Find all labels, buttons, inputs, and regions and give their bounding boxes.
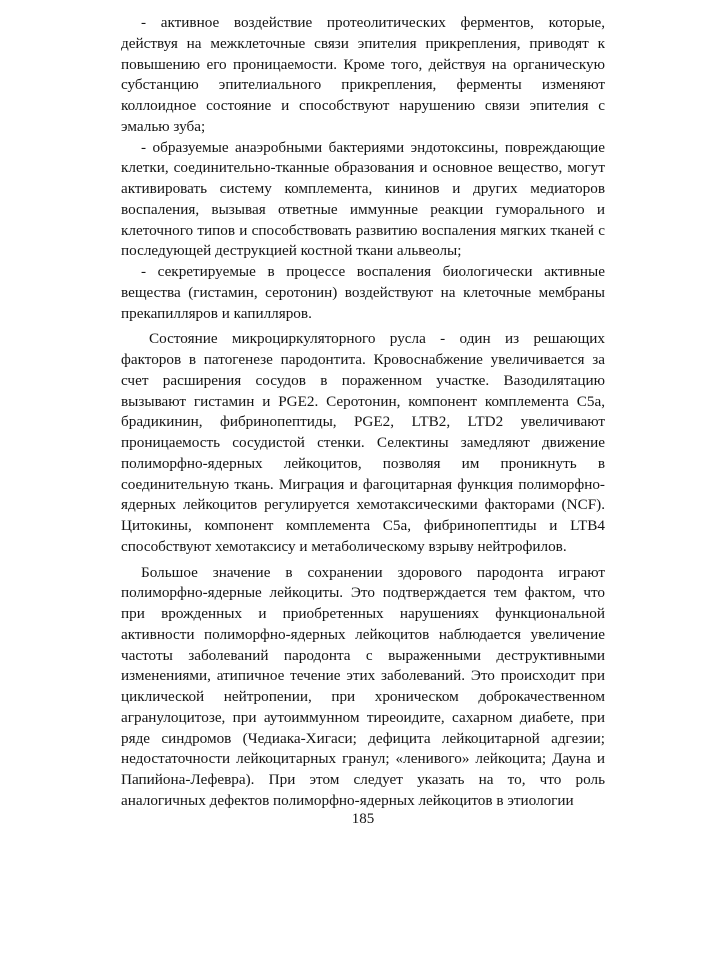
page-number: 185	[351, 811, 375, 827]
list-item-proteolytic-enzymes: - активное воздействие протеолитических ферментов, которые, действуя на межклеточные связи эпителия прикрепления, приводят к повышению его проницаемости. Кроме того, действуя на органическую субстанцию эпителиального прикрепления, ферменты изменяют коллоидное состояние и способствуют нарушению связи эпителия с эмалью зуба;	[121, 14, 605, 135]
paragraph-leukocytes: Большое значение в сохранении здорового пародонта играют полиморфно-ядерные лейкоциты. Это подтверждается тем фактом, что при врожденных и приобретенных нарушениях функциональной активности полиморфно-ядерных лейкоцитов наблюдается увеличение частоты заболеваний пародонта с выраженными деструктивными изменениями, атипичное течение этих заболеваний. Это происходит при циклической нейтропении, при хроническом доброкачественном агранулоцитозе, при аутоиммунном тиреоидите, сахарном диабете, при ряде синдромов (Чедиака-Хигаси; дефицита лейкоцитарной адгезии; недостаточности лейкоцитарных гранул; «ленивого» лейкоцита; Дауна и Папийона-Лефевра). При этом следует указать на то, что роль аналогичных дефектов полиморфно-ядерных лейкоцитов в этиологии	[121, 563, 605, 809]
body-text	[121, 13, 605, 812]
list-item-secreted-substances: - секретируемые в процессе воспаления биологически активные вещества (гистамин, серотонин) воздействуют на клеточные мембраны прекапилляров и капилляров.	[121, 263, 605, 322]
list-item-endotoxins: - образуемые анаэробными бактериями эндотоксины, повреждающие клетки, соединительно-тканные образования и основное вещество, могут активировать систему комплемента, кининов и других медиаторов воспаления, вызывая ответные иммунные реакции гуморального и клеточного типов и способствовать развитию воспаления мягких тканей с последующей деструкцией костной ткани альвеолы;	[121, 138, 605, 260]
paragraph-microcirculation: Состояние микроциркуляторного русла - один из решающих факторов в патогенезе пародонтита. Кровоснабжение увеличивается за счет расширения сосудов в пораженном участке. Вазодилятацию вызывают гистамин и PGE2. Серотонин, компонент комплемента C5a, брадикинин, фибринопептиды, PGE2, LTB2, LTD2 увеличивают проницаемость сосудистой стенки. Селектины замедляют движение полиморфно-ядерных лейкоцитов, позволяя им проникнуть в соединительную ткань. Миграция и фагоцитарная функция полиморфно-ядерных лейкоцитов регулируется хемотаксическими факторами (NCF). Цитокины, компонент комплемента C5a, фибринопептиды и LTB4 способствуют хемотаксису и метаболическому взрыву нейтрофилов.	[121, 330, 605, 555]
document-page	[121, 13, 605, 812]
